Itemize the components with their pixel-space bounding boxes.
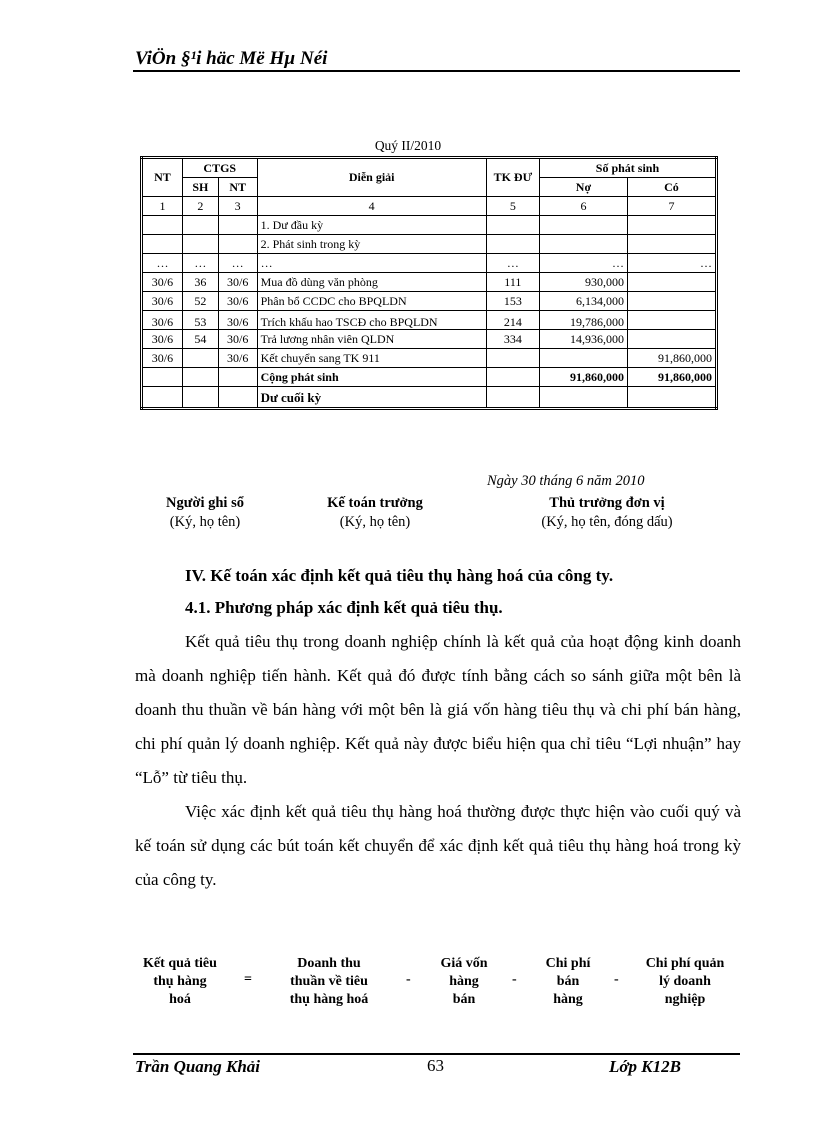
table-cell: 30/6: [218, 292, 257, 311]
table-cell: 30/6: [142, 292, 183, 311]
footer-rule: [133, 1053, 740, 1055]
table-cell: [218, 216, 257, 235]
recorder-title: Người ghi sổ: [166, 495, 244, 511]
table-cell: Kết chuyển sang TK 911: [257, 349, 486, 368]
table-cell: 30/6: [218, 330, 257, 349]
table-cell: [182, 216, 218, 235]
table-cell: 214: [486, 311, 539, 330]
table-cell: [627, 216, 716, 235]
col-number: 7: [627, 197, 716, 216]
table-cell: [182, 235, 218, 254]
table-row: [142, 292, 717, 311]
col-so-phat-sinh: Số phát sinh: [539, 158, 716, 178]
table-period: Quý II/2010: [374, 138, 442, 153]
col-dien-giai: Diễn giải: [257, 158, 486, 197]
formula-minus: -: [512, 972, 517, 987]
table-row: [142, 330, 717, 349]
table-cell: 53: [182, 311, 218, 330]
table-row: [142, 349, 717, 368]
table-cell: 30/6: [142, 349, 183, 368]
table-cell: 54: [182, 330, 218, 349]
col-ctgs: CTGS: [182, 158, 257, 178]
signature-director: [517, 494, 697, 532]
table-cell: Mua đồ dùng văn phòng: [257, 273, 486, 292]
table-row: [142, 273, 717, 292]
footer-class: Lớp K12B: [609, 1057, 681, 1076]
table-cell: [486, 349, 539, 368]
section-subheading: 4.1. Phương pháp xác định kết quả tiêu thụ.: [185, 598, 503, 617]
table-cell: …: [218, 254, 257, 273]
table-row: [142, 311, 717, 330]
col-no: Nợ: [539, 178, 627, 197]
table-cell: Phân bổ CCDC cho BPQLDN: [257, 292, 486, 311]
table-cell: [627, 292, 716, 311]
signature-chief-accountant: [305, 494, 445, 532]
total-co: 91,860,000: [627, 368, 716, 387]
col-number: 2: [182, 197, 218, 216]
ledger-table: [140, 156, 718, 410]
column-number-row: [142, 197, 717, 216]
table-cell: [539, 349, 627, 368]
table-cell: 30/6: [142, 311, 183, 330]
formula-minus: -: [614, 972, 619, 987]
table-cell: 36: [182, 273, 218, 292]
table-cell: 19,786,000: [539, 311, 627, 330]
chief-accountant-title: Kế toán trưởng: [327, 495, 423, 511]
header-rule: [133, 70, 740, 72]
formula-minus: -: [406, 972, 411, 987]
formula-cogs: Giá vốn hàng bán: [440, 956, 488, 1007]
total-no: 91,860,000: [539, 368, 627, 387]
closing-label: Dư cuối kỳ: [257, 387, 486, 409]
formula-admin: Chi phí quản lý doanh nghiệp: [645, 956, 725, 1007]
col-number: 1: [142, 197, 183, 216]
col-number: 4: [257, 197, 486, 216]
table-cell: 30/6: [218, 349, 257, 368]
paragraph-1: Kết quả tiêu thụ trong doanh nghiệp chính là kết quả của hoạt động kinh doanh mà doanh nghiệp tiến hành. Kết quả đó được tính bằng cách so sánh giữa một bên là doanh thu thuần về bán hàng với một bên là giá vốn hàng tiêu thụ và chi phí bán hàng, chi phí quản lý doanh nghiệp. Kết quả này được biểu hiện qua chỉ tiêu “Lợi nhuận” hay “Lỗ” từ tiêu thụ.: [135, 632, 741, 787]
table-cell: 930,000: [539, 273, 627, 292]
formula-equals: =: [244, 972, 252, 987]
table-cell: 153: [486, 292, 539, 311]
table-row: [142, 235, 717, 254]
table-cell: …: [539, 254, 627, 273]
table-cell: [627, 330, 716, 349]
table-cell: 30/6: [142, 330, 183, 349]
col-nt: NT: [142, 158, 183, 197]
table-cell: [486, 216, 539, 235]
table-cell: Trích khấu hao TSCĐ cho BPQLDN: [257, 311, 486, 330]
col-tk-du: TK ĐƯ: [486, 158, 539, 197]
page-number: 63: [427, 1056, 444, 1075]
table-cell: 334: [486, 330, 539, 349]
table-cell: [539, 216, 627, 235]
col-number: 3: [218, 197, 257, 216]
table-row: [142, 254, 717, 273]
table-cell: …: [486, 254, 539, 273]
col-number: 5: [486, 197, 539, 216]
paragraph-2: Việc xác định kết quả tiêu thụ hàng hoá thường được thực hiện vào cuối quý và kế toán sử dụng các bút toán kết chuyển để xác định kết quả tiêu thụ hàng hoá trong kỳ của công ty.: [135, 802, 741, 889]
table-cell: 2. Phát sinh trong kỳ: [257, 235, 486, 254]
director-note: (Ký, họ tên, đóng dấu): [541, 514, 673, 530]
formula-selling: Chi phí bán hàng: [545, 956, 591, 1007]
col-nt-ctgs: NT: [218, 178, 257, 197]
table-cell: [627, 273, 716, 292]
total-row: [142, 368, 717, 387]
table-header-row: [142, 158, 717, 178]
table-cell: …: [627, 254, 716, 273]
table-cell: 1. Dư đầu kỳ: [257, 216, 486, 235]
col-sh: SH: [182, 178, 218, 197]
signature-recorder: [140, 494, 270, 532]
closing-row: [142, 387, 717, 409]
recorder-note: (Ký, họ tên): [169, 514, 241, 530]
table-row: [142, 216, 717, 235]
formula-revenue: Doanh thu thuần về tiêu thụ hàng hoá: [289, 956, 369, 1007]
table-cell: 6,134,000: [539, 292, 627, 311]
table-cell: …: [182, 254, 218, 273]
table-cell: [218, 235, 257, 254]
running-header: ViÖn §¹i häc Më Hµ Néi: [135, 48, 328, 69]
table-cell: [627, 235, 716, 254]
table-cell: [142, 216, 183, 235]
table-cell: 111: [486, 273, 539, 292]
table-cell: 91,860,000: [627, 349, 716, 368]
table-cell: Trả lương nhân viên QLDN: [257, 330, 486, 349]
table-cell: 14,936,000: [539, 330, 627, 349]
table-cell: 52: [182, 292, 218, 311]
table-cell: 30/6: [142, 273, 183, 292]
table-cell: [486, 235, 539, 254]
table-cell: …: [257, 254, 486, 273]
section-heading: IV. Kế toán xác định kết quả tiêu thụ hàng hoá của công ty.: [185, 566, 614, 585]
col-number: 6: [539, 197, 627, 216]
director-title: Thủ trưởng đơn vị: [549, 495, 665, 511]
col-co: Có: [627, 178, 716, 197]
table-cell: 30/6: [218, 273, 257, 292]
chief-accountant-note: (Ký, họ tên): [339, 514, 411, 530]
total-label: Cộng phát sinh: [257, 368, 486, 387]
table-cell: …: [142, 254, 183, 273]
table-cell: [539, 235, 627, 254]
table-cell: [142, 235, 183, 254]
table-cell: [627, 311, 716, 330]
footer-author: Trần Quang Khải: [135, 1057, 261, 1076]
table-cell: 30/6: [218, 311, 257, 330]
signature-date: Ngày 30 tháng 6 năm 2010: [487, 473, 645, 489]
table-cell: [182, 349, 218, 368]
formula-result: Kết quả tiêu thụ hàng hoá: [143, 956, 217, 1007]
